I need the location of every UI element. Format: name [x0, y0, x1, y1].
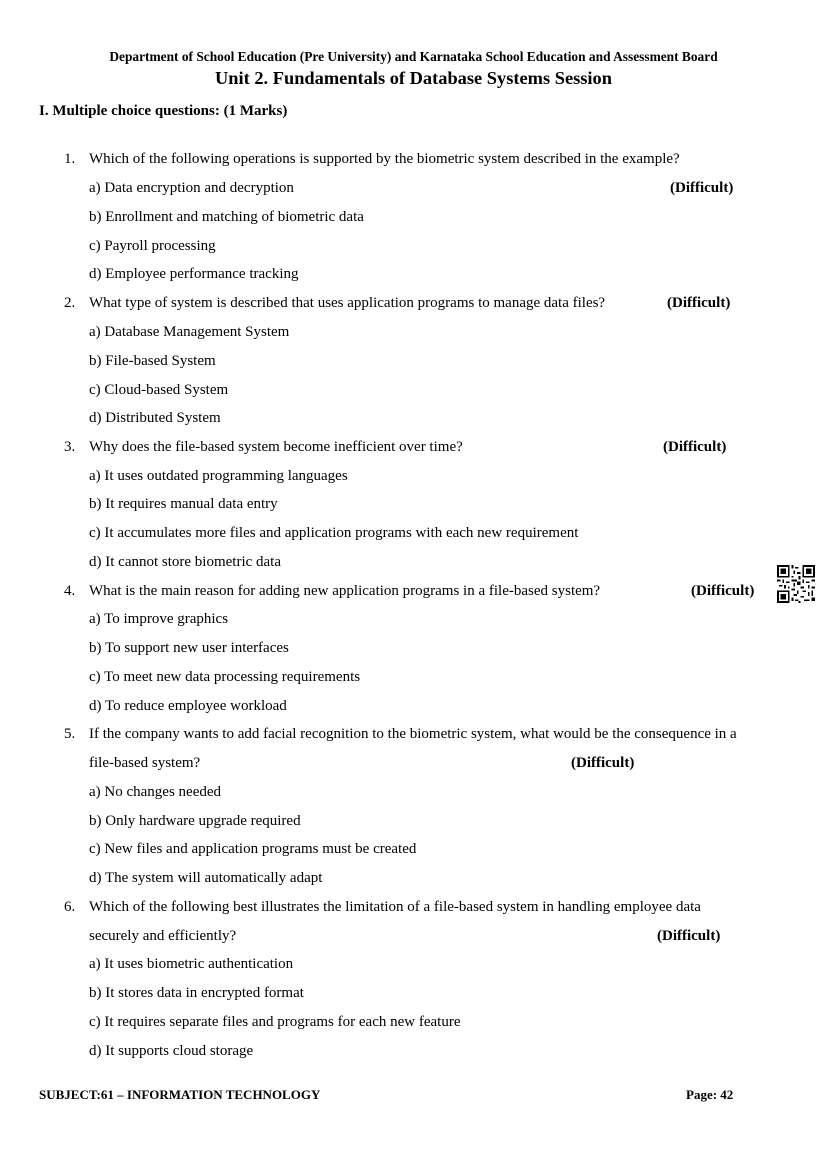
option: b) It requires manual data entry [89, 496, 278, 512]
option: c) To meet new data processing requirements [89, 669, 361, 685]
question-stem: If the company wants to add facial recognition to the biometric system, what would be the consequence in a [89, 726, 737, 742]
difficulty-label: (Difficult) [571, 755, 635, 771]
option: a) Data encryption and decryption [89, 180, 294, 196]
option: d) The system will automatically adapt [89, 870, 323, 886]
option: d) To reduce employee workload [89, 698, 287, 714]
question-number: 2. [64, 295, 76, 311]
question-stem-continued: file-based system? [89, 755, 201, 771]
question-stem: What is the main reason for adding new application programs in a file-based system? [89, 583, 601, 599]
option: c) It accumulates more files and application programs with each new requirement [89, 525, 579, 541]
option: b) Only hardware upgrade required [89, 813, 301, 829]
section-title: I. Multiple choice questions: (1 Marks) [39, 103, 288, 119]
option: a) No changes needed [89, 784, 222, 800]
option: c) Cloud-based System [89, 382, 229, 398]
footer-page-number: Page: 42 [686, 1087, 734, 1102]
option: c) It requires separate files and programs for each new feature [89, 1014, 461, 1030]
option: d) Distributed System [89, 410, 221, 426]
department-header: Department of School Education (Pre University) and Karnataka School Education and Assessment Board [109, 49, 718, 64]
option: a) To improve graphics [89, 611, 229, 627]
difficulty-label: (Difficult) [657, 928, 721, 944]
qr-code-icon [776, 565, 816, 603]
option: b) Enrollment and matching of biometric data [89, 209, 364, 225]
option: a) Database Management System [89, 324, 290, 340]
question-number: 1. [64, 151, 76, 167]
option: d) Employee performance tracking [89, 266, 299, 282]
question-stem: Which of the following operations is supported by the biometric system described in the example? [89, 151, 680, 167]
footer-subject: SUBJECT:61 – INFORMATION TECHNOLOGY [39, 1087, 321, 1102]
option: b) File-based System [89, 353, 216, 369]
option: c) Payroll processing [89, 238, 216, 254]
question-number: 3. [64, 439, 76, 455]
question-stem: Which of the following best illustrates the limitation of a file-based system in handling employee data [89, 899, 701, 915]
difficulty-label: (Difficult) [670, 180, 734, 196]
question-number: 6. [64, 899, 76, 915]
question-number: 5. [64, 726, 76, 742]
question-stem-continued: securely and efficiently? [89, 928, 237, 944]
option: d) It cannot store biometric data [89, 554, 282, 570]
option: b) To support new user interfaces [89, 640, 289, 656]
difficulty-label: (Difficult) [691, 583, 755, 599]
difficulty-label: (Difficult) [667, 295, 731, 311]
option: b) It stores data in encrypted format [89, 985, 304, 1001]
question-stem: What type of system is described that uses application programs to manage data files? [89, 295, 606, 311]
option: d) It supports cloud storage [89, 1043, 254, 1059]
option: a) It uses biometric authentication [89, 956, 294, 972]
option: a) It uses outdated programming languages [89, 468, 348, 484]
unit-title: Unit 2. Fundamentals of Database Systems Session [215, 68, 612, 88]
question-stem: Why does the file-based system become inefficient over time? [89, 439, 463, 455]
question-number: 4. [64, 583, 76, 599]
option: c) New files and application programs must be created [89, 841, 417, 857]
difficulty-label: (Difficult) [663, 439, 727, 455]
